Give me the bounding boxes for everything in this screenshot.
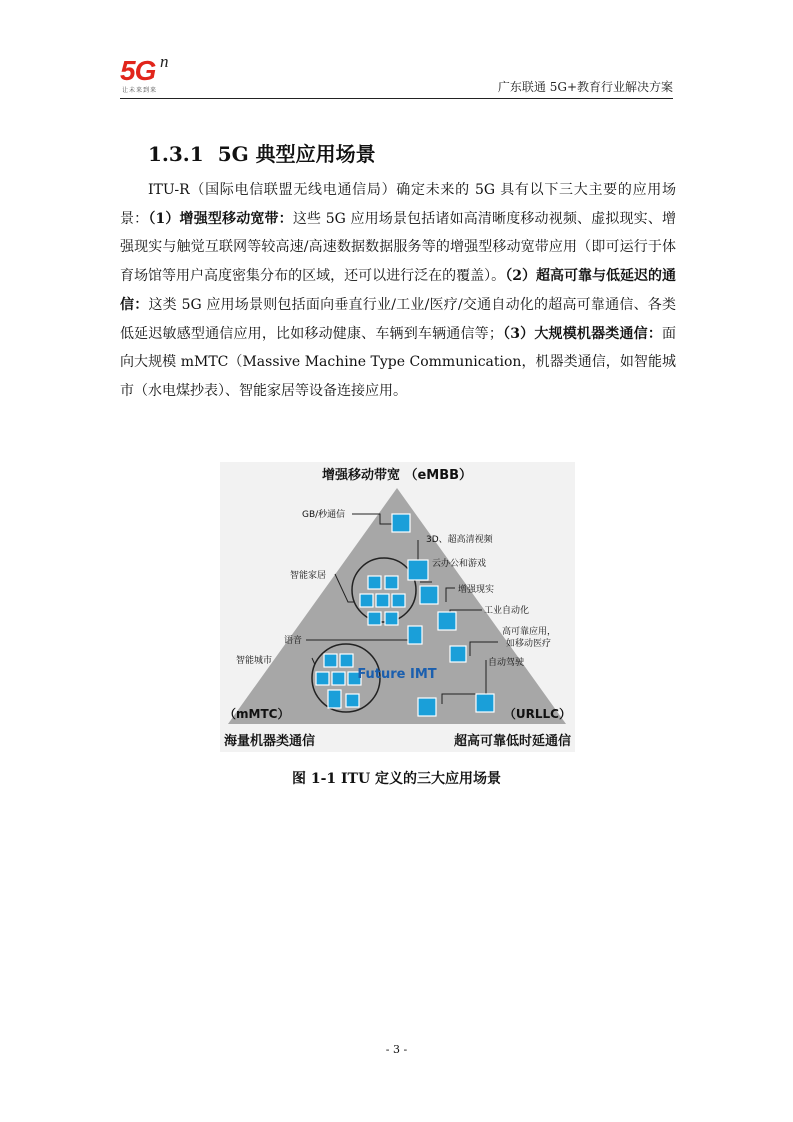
label-massive-machine: 海量机器类通信 xyxy=(224,734,316,749)
section-title: 5G 典型应用场景 xyxy=(217,142,376,166)
label-ultra-reliable: 超高可靠低时延通信 xyxy=(453,734,571,749)
body-paragraph xyxy=(120,176,676,406)
label-ar: 增强现实 xyxy=(458,585,495,595)
para-text-4: 面向大规模 mMTC（Massive Machine Type Communication，机器类通信，如智能城市（水电煤抄表）、智能家居等设备连接应用。 xyxy=(120,325,677,399)
fridge-icon xyxy=(385,576,398,589)
figure-diagram xyxy=(220,462,575,752)
label-cloud-gaming: 云办公和游戏 xyxy=(432,559,487,569)
page-header xyxy=(120,50,673,99)
glasses-icon xyxy=(438,612,456,630)
headset-icon xyxy=(420,586,438,604)
label-industry: 工业自动化 xyxy=(484,606,530,616)
fan-icon xyxy=(340,654,353,667)
label-reliable: 高可靠应用， xyxy=(502,627,557,637)
building-icon xyxy=(332,672,345,685)
para-bold-2: （2）超高可靠与低延迟的通信： xyxy=(120,268,677,313)
label-reliable-medical: 如移动医疗 xyxy=(506,639,552,649)
industry-icon xyxy=(450,646,466,662)
para-text-2: 这些 5G 应用场景包括诸如高清晰度移动视频、虚拟现实、增强现实与触觉互联网等较高速/高速数据数据服务等的增强型移动宽带应用（即可运行于体育场馆等用户高度密集分布的区域，还可以进行泛在的覆盖）。 xyxy=(120,210,677,285)
wave-icon xyxy=(316,672,329,685)
page-number: - 3 - xyxy=(385,1043,408,1056)
label-smart-home: 智能家居 xyxy=(290,571,327,581)
meter-icon xyxy=(324,654,337,667)
navigation-icon xyxy=(418,698,436,716)
light-icon xyxy=(392,594,405,607)
label-3d-video: 3D、超高清视频 xyxy=(426,535,493,545)
label-smart-city: 智能城市 xyxy=(236,656,273,666)
label-mmtc: （mMTC） xyxy=(224,707,290,721)
logo-subtitle: 让未来到来 xyxy=(122,87,158,94)
logo-text: 5G xyxy=(120,55,156,86)
para-text-3: 这类 5G 应用场景则包括面向垂直行业/工业/医疗/交通自动化的超高可靠通信、各类低延迟敏感型通信应用，比如移动健康、车辆到车辆通信等； xyxy=(120,296,677,342)
phone-icon xyxy=(408,626,422,644)
smart-home-cluster xyxy=(352,558,416,622)
section-heading xyxy=(148,138,376,167)
label-gbps: GB/秒通信 xyxy=(302,510,346,520)
label-auto-drive: 自动驾驶 xyxy=(488,658,525,668)
sensor-icon xyxy=(328,690,341,708)
gauge-icon xyxy=(346,694,359,707)
label-voice: 语音 xyxy=(284,636,303,646)
car-icon xyxy=(476,694,494,712)
label-embb: 增强移动带宽 （eMBB） xyxy=(321,468,473,483)
para-bold-1: （1）增强型移动宽带： xyxy=(148,210,293,227)
home-icon xyxy=(360,594,373,607)
home-device-icon xyxy=(368,576,381,589)
header-title: 广东联通 5G+教育行业解决方案 xyxy=(497,80,673,94)
section-number: 1.3.1 xyxy=(148,142,204,166)
para-bold-3: （3）大规模机器类通信： xyxy=(502,325,663,342)
label-urllc: （URLLC） xyxy=(503,707,571,721)
storage-icon xyxy=(392,514,410,532)
lock-icon xyxy=(385,612,398,625)
figure-caption: 图 1-1 ITU 定义的三大应用场景 xyxy=(291,771,502,787)
logo-sup: n xyxy=(160,52,169,71)
logo xyxy=(120,54,180,94)
display-icon xyxy=(408,560,428,580)
para-text-1: ITU-R（国际电信联盟无线电通信局）确定未来的 5G 具有以下三大主要的应用场景： xyxy=(120,182,676,227)
tv-icon xyxy=(376,594,389,607)
washer-icon xyxy=(368,612,381,625)
label-future-imt: Future IMT xyxy=(357,667,437,682)
itu-scenarios-figure xyxy=(220,462,575,752)
